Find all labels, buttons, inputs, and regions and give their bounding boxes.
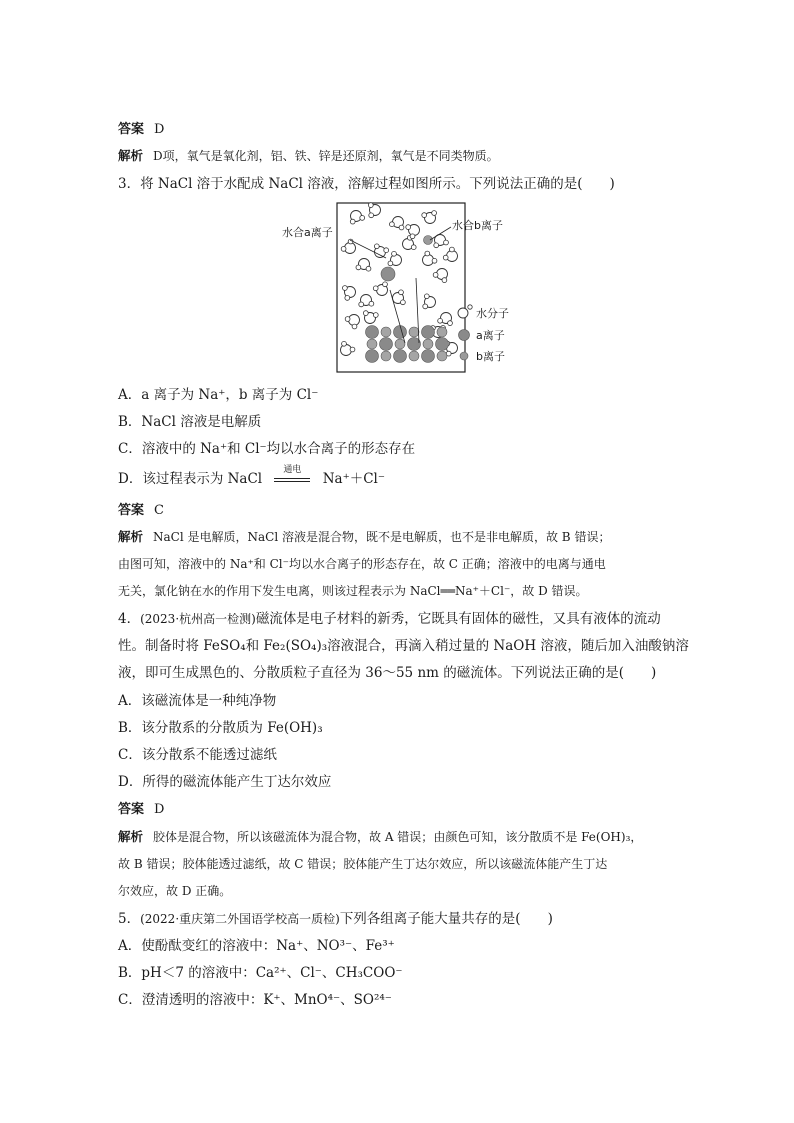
legend-water-icon	[458, 308, 468, 318]
lattice-b-ion	[423, 339, 433, 349]
legend-b-icon	[460, 352, 468, 360]
q4-option-c: C．该分散系不能透过滤纸	[118, 747, 277, 763]
water-molecule	[368, 203, 380, 218]
answer-tag: 答案	[118, 802, 145, 817]
question-number: 5．	[118, 911, 141, 927]
equation-arrow	[272, 464, 312, 489]
water-molecule	[423, 251, 437, 265]
question-4-stem-line: 液，即可生成黑色的、分散质粒子直径为 36～55 nm 的磁流体。下列说法正确的是( )	[118, 665, 657, 681]
question-text: 下列各组离子能大量共存的是( )	[339, 911, 553, 927]
equation-condition: 通电	[283, 464, 302, 475]
lattice-a-ion	[436, 338, 449, 351]
question-4-stem-line: 性。制备时将 FeSO₄和 Fe₂(SO₄)₃溶液混合，再滴入稍过量的 NaOH 溶液，随后加入油酸钠溶	[118, 638, 689, 654]
question-5-stem	[118, 910, 678, 928]
legend-a-label: a离子	[476, 329, 505, 342]
lattice-a-ion	[422, 350, 435, 363]
explanation-tag: 解析	[118, 829, 144, 844]
explanation-line: 无关，氯化钠在水的作用下发生电离，则该过程表示为 NaCl══Na⁺＋Cl⁻，故 D 错误。	[118, 584, 588, 598]
q4-option-b: B．该分散系的分散质为 Fe(OH)₃	[118, 720, 323, 736]
answer-value: C	[154, 503, 164, 518]
lattice-a-ion	[422, 326, 435, 339]
lattice-b-ion	[395, 339, 405, 349]
question-4-stem-line	[118, 610, 678, 628]
water-molecule	[393, 290, 406, 305]
label-hydrated-b: 水合b离子	[452, 219, 503, 232]
explanation-tag: 解析	[118, 529, 144, 544]
lattice-b-ion	[409, 351, 419, 361]
water-molecule	[343, 286, 356, 301]
explanation-3	[118, 528, 678, 546]
q5-option-c: C．澄清透明的溶液中：K⁺、MnO⁴⁻、SO²⁴⁻	[118, 992, 392, 1008]
explanation-line: 故 B 错误；胶体能透过滤纸，故 C 错误；胶体能产生丁达尔效应，所以该磁流体能产生丁达	[118, 857, 608, 871]
explanation-line: 胶体是混合物，所以该磁流体为混合物，故 A 错误；由颜色可知，该分散质不是 Fe(OH)₃，	[153, 830, 643, 844]
answer-tag: 答案	[118, 122, 145, 137]
answer-3	[118, 502, 678, 520]
explanation-1	[118, 147, 678, 165]
water-molecule	[359, 295, 374, 307]
water-molecule	[443, 247, 457, 261]
lattice-b-ion	[381, 327, 391, 337]
explanation-text: D项，氧气是氧化剂，铝、铁、锌是还原剂，氧气是不同类物质。	[153, 149, 499, 163]
explanation-4	[118, 828, 678, 846]
water-molecule	[438, 313, 453, 326]
lattice-b-ion	[409, 327, 419, 337]
water-molecule	[356, 259, 371, 272]
lattice-b-ion	[381, 351, 391, 361]
answer-1	[118, 121, 678, 139]
question-3-stem: 3．将 NaCl 溶于水配成 NaCl 溶液，溶解过程如图所示。下列说法正确的是( )	[118, 176, 615, 192]
lattice-a-ion	[366, 326, 379, 339]
water-molecule	[422, 211, 437, 224]
nacl-dissolution-figure	[280, 200, 520, 380]
water-molecule	[433, 269, 447, 283]
q5-option-b: B．pH＜7 的溶液中：Ca²⁺、Cl⁻、CH₃COO⁻	[118, 965, 403, 981]
label-hydrated-a: 水合a离子	[282, 226, 333, 239]
legend-a-icon	[459, 330, 470, 341]
answer-value: D	[154, 122, 165, 137]
explanation-line: NaCl 是电解质，NaCl 溶液是混合物，既不是电解质，也不是非电解质，故 B 错误；	[153, 530, 611, 544]
q3-option-d-right: Na⁺＋Cl⁻	[322, 471, 385, 487]
question-number: 4．	[118, 611, 141, 627]
lattice-a-ion	[380, 338, 393, 351]
legend	[458, 305, 509, 363]
q3-option-d	[118, 464, 678, 489]
q3-option-d-left: D．该过程表示为 NaCl	[118, 471, 263, 487]
lattice-a-ion	[394, 326, 407, 339]
lattice-b-ion	[437, 351, 447, 361]
water-molecule	[423, 294, 436, 309]
water-molecule	[390, 217, 404, 230]
q4-option-a: A．该磁流体是一种纯净物	[118, 693, 277, 709]
question-source: (2022·重庆第二外国语学校高一质检)	[140, 912, 340, 926]
hydrated-b-ion	[424, 236, 433, 245]
explanation-line: 由图可知，溶液中的 Na⁺和 Cl⁻均以水合离子的形态存在，故 C 正确；溶液中的电离与通电	[118, 557, 606, 571]
lattice-b-ion	[437, 327, 447, 337]
answer-4	[118, 801, 678, 819]
explanation-tag: 解析	[118, 148, 144, 163]
hydrated-a-ion	[381, 267, 395, 281]
water-molecule	[363, 311, 378, 324]
lattice-b-ion	[367, 339, 377, 349]
question-text: 磁流体是电子材料的新秀，它既具有固体的磁性，又具有液体的流动	[255, 611, 661, 627]
legend-b-label: b离子	[476, 350, 505, 363]
answer-tag: 答案	[118, 503, 145, 518]
lattice-a-ion	[394, 350, 407, 363]
explanation-line: 尔效应，故 D 正确。	[118, 884, 232, 898]
q3-option-b: B．NaCl 溶液是电解质	[118, 414, 262, 430]
question-source: (2023·杭州高一检测)	[140, 612, 256, 626]
lattice-a-ion	[366, 350, 379, 363]
q4-option-d: D．所得的磁流体能产生丁达尔效应	[118, 774, 332, 790]
water-molecule	[341, 341, 355, 355]
water-molecule	[345, 315, 359, 329]
legend-water-label: 水分子	[476, 307, 509, 320]
q5-option-a: A．使酚酞变红的溶液中：Na⁺、NO³⁻、Fe³⁺	[118, 938, 395, 954]
water-molecule	[350, 211, 364, 225]
water-molecule	[388, 251, 402, 265]
q3-option-a: A．a 离子为 Na⁺，b 离子为 Cl⁻	[118, 387, 319, 403]
answer-value: D	[154, 802, 165, 817]
water-molecule	[373, 282, 387, 296]
q3-option-c: C．溶液中的 Na⁺和 Cl⁻均以水合离子的形态存在	[118, 441, 416, 457]
